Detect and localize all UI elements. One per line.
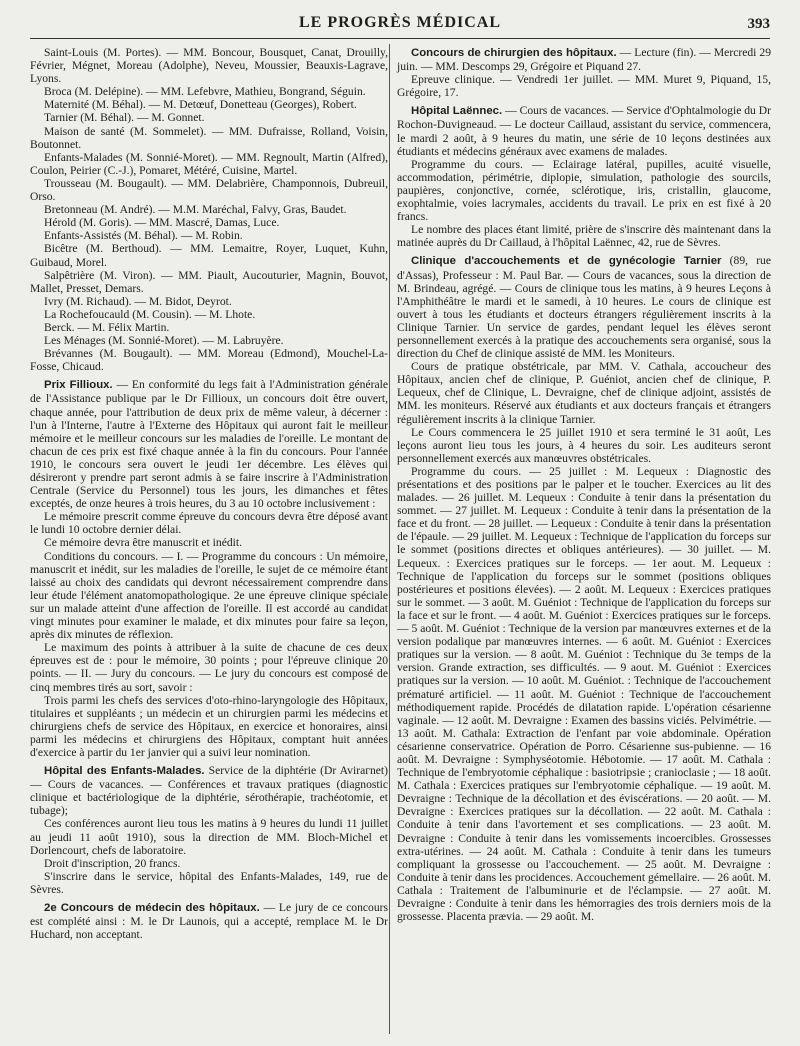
paragraph: Trois parmi les chefs des services d'oto-rhino-laryngologie des Hôpitaux, titulaires et suppléants ; un médecin et un chirurgien parmi les médecins et chirurgiens chefs de service des Hôpitaux, en exercice et honoraires, ainsi parmi les médecins et chirurgiens des Hôpitaux, comptant huit années d'exercice à partir du 1er janvier qui a suivi leur nomination. [30,693,388,759]
list-item: Les Ménages (M. Sonnié-Moret). — M. Labruyère. [44,334,284,348]
paragraph: Le Cours commencera le 25 juillet 1910 et sera terminé le 31 août, Les leçons auront lieu tous les jours, à 4 heures du soir. Les auditeurs seront personnellement exercés aux manœuvres obstétricales. [397,425,771,465]
paragraph: Droit d'inscription, 20 francs. [44,856,181,870]
paragraph: Ces conférences auront lieu tous les matins à 9 heures du lundi 11 juillet au jeudi 11 août 1910), sous la direction de MM. Bloch-Michel et Dorlencourt, chefs de laboratoire. [30,817,388,857]
page-number: 393 [747,16,770,32]
list-item: Maternité (M. Béhal). — M. Detœuf, Donetteau (Georges), Robert. [44,98,357,112]
paragraph: Cours de pratique obstétricale, par MM. V. Cathala, accoucheur des Hôpitaux, ancien chef de clinique, P. Guéniot, ancien chef de clinique, P. Lequeux, chef de Clinique, L. Devraigne, chef de clinique adjoint, assistés de MM. les moniteurs. Réservé aux étudiants et aux docteurs français et étrangers régulièrement inscrits à la clinique Tarnier. [397,360,771,426]
paragraph: Programme du cours. — Eclairage latéral, pupilles, acuité visuelle, accommodation, périmétrie, diplopie, simulation, pathologie des sourcils, paupières, conjonctive, cornée, sclérotique, iris, cristallin, glaucome, exophtalmie, voies lacrymales, accidents du travail. Le prix en est fixé à 20 francs. [397,157,771,224]
section-enfants-malades [30,764,388,896]
section-concours-chirurgien [397,46,771,99]
paragraph: Le maximum des points à attribuer à la suite de chacune de ces deux épreuves est de : pour le mémoire, 30 points ; pour l'épreuve clinique 20 points. — II. — Jury du concours. — Le jury du concours est composé de cinq membres tirés au sort, savoir : [30,641,388,694]
list-item: Bicêtre (M. Berthoud). — MM. Lemaitre, Royer, Luquet, Kuhn, Guibaud, Morel. [30,242,388,269]
left-column [30,46,388,941]
paragraph: — Lecture (fin). — Mercredi 29 juin. — MM. Descomps 29, Grégoire et Piquand 27. [397,46,771,74]
section-laennec [397,104,771,249]
list-item: Trousseau (M. Bougault). — MM. Delabrière, Champonnois, Dubreuil, Orso. [30,176,388,204]
paragraph: — Cours de vacances. — Service d'Ophtalmologie du Dr Rochon-Duvigneaud. — Le docteur Caillaud, assistant du service, commencera, le mardi 2 août, à 9 heures du matin, une série de 10 leçons destinées aux étudiants et médecins généraux avec examens de malades. [397,104,771,158]
list-item: Bretonneau (M. André). — M.M. Maréchal, Falvy, Gras, Baudet. [44,203,347,217]
section-heading: Concours de chirurgien des hôpitaux. [411,47,617,59]
paragraph: Programme du cours. — 25 juillet : M. Lequeux : Diagnostic des présentations et des positions par le palper et le toucher. Exercices au lit des malades. — 26 juillet. M. Lequeux : Conduite à tenir dans la présentation du sommet. — 27 juillet. M. Lequeux : Conduite à tenir dans la présentation de la face et du front. — 28 juillet. — Lequeux : Conduite à tenir dans la présentation de l'épaule. — 29 juillet. M. Lequeux : Technique de l'application du forceps sur le sommet (positions directes et obliques antérieures). — 30 juillet. — M. Lequeux. : Exercices pratiques sur le forceps. — 1er aout. M. Lequeux : Technique de l'application du forceps sur le sommet (positions obliques postérieures et positions élevées). — 2 août. M. Lequeux : Exercices pratiques sur le sommet. — 3 août. M. Guéniot : Technique de l'application du forceps sur la face et sur le front. — 4 août. M. Guéniot : Exercices pratiques sur le forceps. — 5 août. M. Guéniot : Technique de la version par manœuvres externes et de la version podalique par manœuvres internes. — 6 août. M. Guéniot : Exercices pratiques sur la version. — 8 août. M. Guéniot : Technique du 3e temps de la version. Grande extraction, ses difficultés. — 9 aout. M. Guéniot : Exercices pratiques sur la version. — 10 août. M. Guéniot. : Technique de l'accouchement prématuré artificiel. — 11 août. M. Guéniot : Technique de l'accouchement méthodiquement rapide. Procédés de dilatation rapide. L'opération césarienne vaginale. — 12 août. M. Devraigne : Examen des bassins viciés. Pelvimétrie. — 13 août. M. Cathala: Extraction de l'enfant par voie abdominale. Opération césarienne conservatrice. Opération de Porro. Césarienne sus-pubienne. — 16 août. M. Devraigne : Symphyséotomie. Hébotomie. — 17 août. M. Cathala : Technique de l'embryotomie céphalique : basiotripsie ; cranioclasie ; — 18 août. M. Cathala : Exercices pratiques sur l'embryotomie céphalique. — 19 août. M. Devraigne : Technique de la décollation et des éviscérations. — 20 août. — M. Devraigne : Exercices pratiques sur la décollation. — 22 août. M. Cathala : Conduite à tenir dans l'avortement et ses complications. — 23 août. M. Devraigne : Conduite à tenir dans les vomissements incoercibles. Grossesses extra-utérines. — 24 août. M. Cathala : Conduite à tenir dans les tumeurs compliquant la grossesse ou l'accouchement. — 25 août. M. Devraigne : Conduite à tenir dans les procidences. Accouchement gémellaire. — 26 août. M. Cathala : Traitement de l'albuminurie et de l'éclampsie. — 27 août. M. Devraigne : Conduite à tenir dans les hémorragies des trois derniers mois de la grossesse. Placenta prævia. — 29 août. M. [397,464,771,924]
paragraph: Ce mémoire devra être manuscrit et inédit. [44,536,242,550]
paragraph: — Le jury de ce concours est complété ainsi : M. le Dr Launois, qui a accepté, remplace M. le Dr Huchard, non acceptant. [30,901,388,942]
list-item: Berck. — M. Félix Martin. [44,320,170,334]
section-prix-fillioux [30,378,388,759]
list-item: Ivry (M. Richaud). — M. Bidot, Deyrot. [44,294,232,308]
paragraph: Service de la diphtérie (Dr Avirагnet) — Cours de vacances. — Conférences et travaux pratiques (diagnostic clinique et bactériologique de la diphtérie, sérothérapie, trachéotomie, et tubage); [30,764,388,818]
list-item: Saint-Louis (M. Portes). — MM. Boncour, Bousquet, Canat, Drouilly, Février, Mégnet, Moreau (Adolphe), Neveu, Moussier, Beauxis-Lagrave, Lyons. [30,46,388,86]
list-item: Tarnier (M. Béhal). — M. Gonnet. [44,111,205,125]
paragraph: Le mémoire prescrit comme épreuve du concours devra être déposé avant le lundi 10 octobre dernier délai. [30,510,388,537]
section-heading: Clinique d'accouchements et de gynécologie Tarnier [411,255,722,268]
paragraph: — En conformité du legs fait à l'Administration générale de l'Assistance publique par le Dr Fillioux, un concours doit être ouvert, chaque année, pour l'attribution de deux prix de même valeur, à décerner : l'un à l'Interne, l'autre à l'Externe des Hôpitaux qui auront fait le meilleur mémoire et le meilleur concours sur les maladies de l'oreille. Le montant de chacun de ces prix est fixé chaque année à la fin du concours. Pour l'année 1910, le concours sera ouvert le jeudi 1er décembre. Les élèves qui désireront y prendre part seront admis à se faire inscrire à l'Administration Centrale (Service du Personnel) tous les jours, les dimanches et fêtes exceptés, de onze heures à trois heures, du 3 au 10 octobre inclusivement : [30,378,388,511]
paragraph: Conditions du concours. — I. — Programme du concours : Un mémoire, manuscrit et inédit, sur les maladies de l'oreille, le sujet de ce mémoire étant laissé au choix des candidats qui devront nécessairement comprendre dans leur étude l'élément anatomopathologique. 2e une épreuve clinique spéciale sur un malade atteint d'une affection de l'oreille. Il est accordé au candidat vingt minutes pour examiner le malade, et dix minutes pour faire sa leçon, après dix minutes de réflexion. [30,549,388,642]
list-item: Enfants-Malades (M. Sonnié-Moret). — MM. Regnoult, Martin (Alfred), Coulon, Peirier (C.-J.), Pomaret, Météré, Cuisine, Martel. [30,150,388,177]
right-column [397,46,771,923]
header-rule [30,38,770,39]
paragraph: Epreuve clinique. — Vendredi 1er juillet. — MM. Muret 9, Piquand, 15, Grégoire, 17. [397,73,771,100]
paragraph: Le nombre des places étant limité, prière de s'inscrire dès maintenant dans la matinée auprès du Dr Caillaud, à l'hôpital Laënnec, 42, rue de Sèvres. [397,223,771,250]
column-divider [389,44,390,1034]
list-item: Broca (M. Delépine). — MM. Lefebvre, Mathieu, Bongrand, Séguin. [44,85,366,99]
journal-title: LE PROGRÈS MÉDICAL [298,14,502,31]
list-item: Enfants-Assistés (M. Béhal). — M. Robin. [44,229,243,243]
page-header [30,14,770,36]
hospital-list [30,46,388,373]
section-tarnier [397,254,771,923]
section-heading: Hôpital des Enfants-Malades. [44,765,205,778]
section-heading: 2e Concours de médecin des hôpitaux. [44,902,260,914]
list-item: Hérold (M. Goris). — MM. Mascré, Damas, Luce. [44,216,280,230]
paragraph: (89, rue d'Assas), Professeur : M. Paul Bar. — Cours de vacances, sous la direction de M. Brindeau, agrégé. — Cours de clinique tous les matins, à 9 heures Leçons à l'Amphithéâtre le mardi et le samedi, à 10 heures. Le cours de clinique est ouvert à tous les étudiants et docteurs étrangers régulièrement inscrits à la Clinique Tarnier. Un service de gardes, pendant lequel les élèves seront personnellement exercés à la pratique des accouchements sera organisé, sous la direction du Chef de clinique assisté de MM. les Moniteurs. [397,254,771,361]
section-heading: Prix Fillioux. [44,379,113,392]
section-concours-medecin [30,901,388,941]
paragraph: S'inscrire dans le service, hôpital des Enfants-Malades, 149, rue de Sèvres. [30,869,388,896]
section-heading: Hôpital Laënnec. [411,105,503,118]
list-item: La Rochefoucauld (M. Cousin). — M. Lhote. [44,307,256,321]
list-item: Maison de santé (M. Sommelet). — MM. Dufraisse, Rolland, Voisin, Boutonnet. [30,124,388,151]
list-item: Salpêtrière (M. Viron). — MM. Piault, Aucouturier, Magnin, Bouvot, Mallet, Presset, Demars. [30,268,388,295]
list-item: Brévannes (M. Bougault). — MM. Moreau (Edmond), Mouchel-La-Fosse, Chicaud. [30,347,388,374]
